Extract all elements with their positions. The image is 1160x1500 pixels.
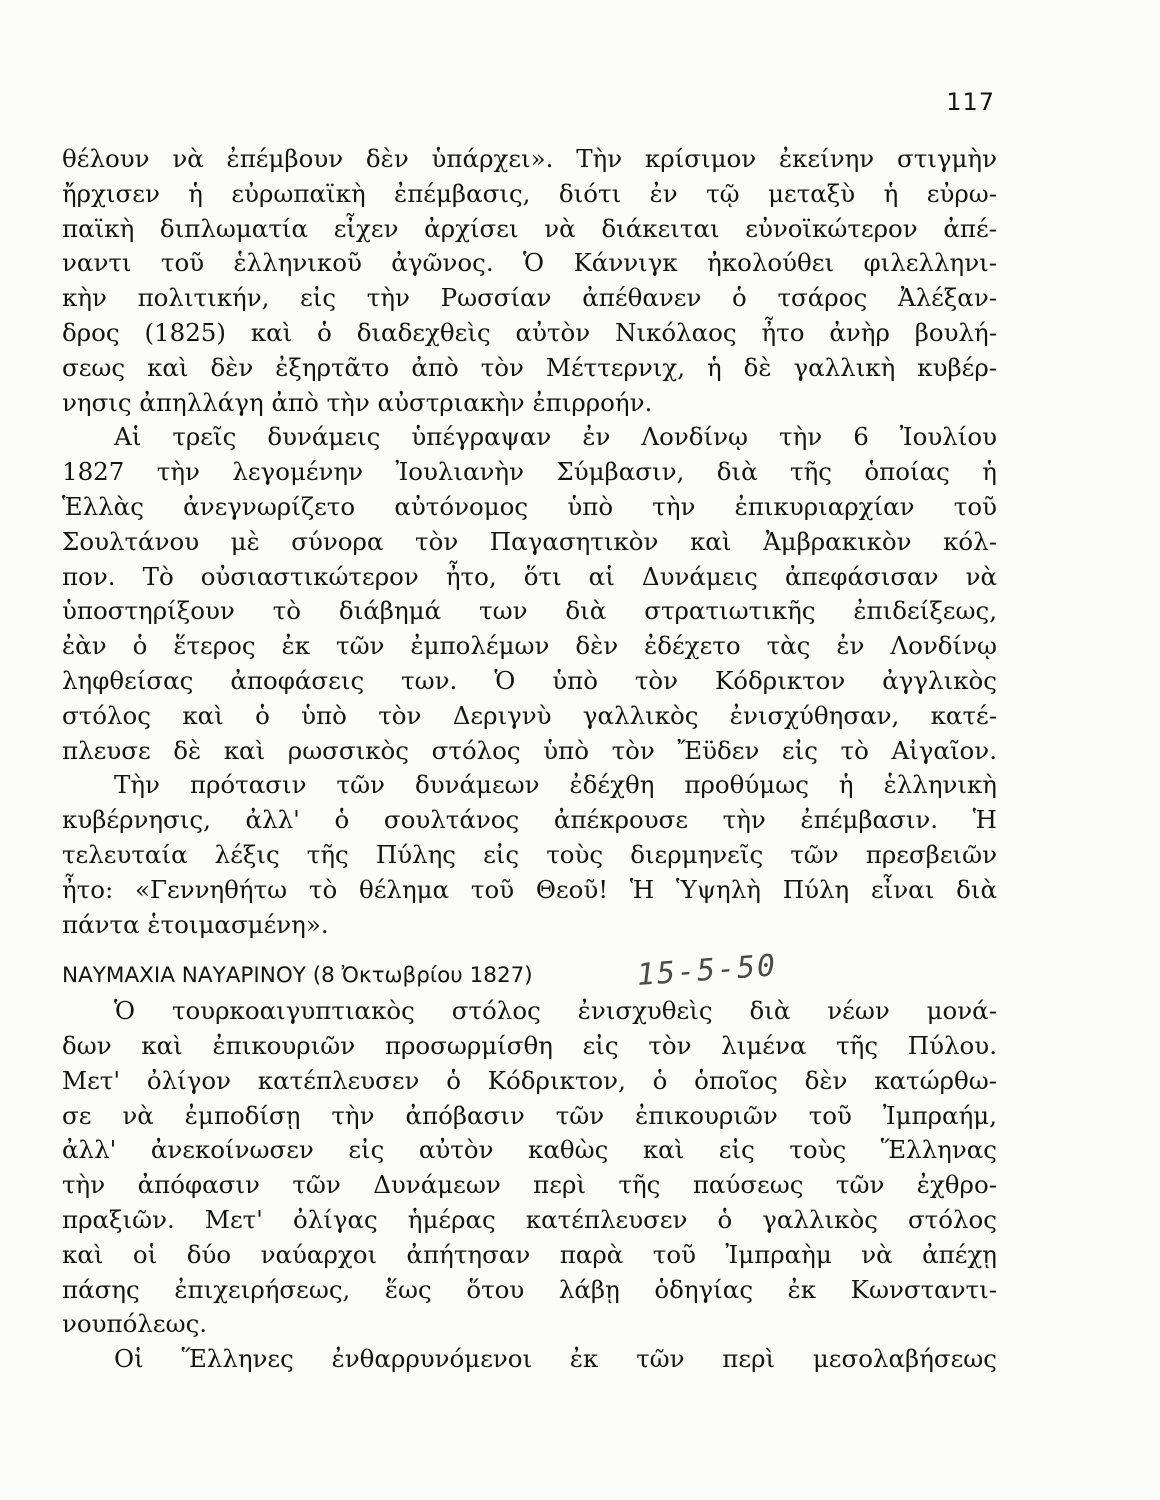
body-text (62, 142, 997, 1377)
text-line: κυβέρνησις, ἀλλ' ὁ σουλτάνος ἀπέκρουσε τὴν ἐπέμβασιν. Ἡ (62, 805, 997, 835)
text-line: σεως καὶ δὲν ἐξηρτᾶτο ἀπὸ τὸν Μέττερνιχ, ἡ δὲ γαλλικὴ κυβέρ- (62, 352, 997, 382)
text-line: Μετ' ὀλίγον κατέπλευσεν ὁ Κόδρικτον, ὁ ὁποῖος δὲν κατώρθω- (62, 1065, 997, 1095)
text-line: νησις ἀπηλλάγη ἀπὸ τὴν αὐστριακὴν ἐπιρροήν. (62, 387, 653, 417)
text-line: Αἱ τρεῖς δυνάμεις ὑπέγραψαν ἐν Λονδίνῳ τὴν 6 Ἰουλίου (114, 422, 997, 452)
text-line: τελευταία λέξις τῆς Πύλης εἰς τοὺς διερμηνεῖς τῶν πρεσβειῶν (62, 839, 997, 869)
text-line: νουπόλεως. (62, 1309, 208, 1339)
text-line: ὑποστηρίξουν τὸ διάβημά των διὰ στρατιωτικῆς ἐπιδείξεως, (62, 596, 997, 626)
text-line: τὴν ἀπόφασιν τῶν Δυνάμεων περὶ τῆς παύσεως τῶν ἐχθρο- (62, 1170, 997, 1200)
text-line: πραξιῶν. Μετ' ὀλίγας ἡμέρας κατέπλευσεν ὁ γαλλικὸς στόλος (62, 1204, 997, 1234)
text-line: ἀλλ' ἀνεκοίνωσεν εἰς αὐτὸν καθὼς καὶ εἰς τοὺς Ἕλληνας (62, 1135, 997, 1165)
text-line: θέλουν νὰ ἐπέμβουν δὲν ὑπάρχει». Τὴν κρίσιμον ἐκείνην στιγμὴν (62, 144, 997, 173)
text-line: πλευσε δὲ καὶ ρωσσικὸς στόλος ὑπὸ τὸν Ἔϋδεν εἰς τὸ Αἰγαῖον. (62, 735, 997, 765)
page-number: 117 (946, 88, 995, 116)
section-heading (62, 948, 997, 994)
text-line: ἤρχισεν ἡ εὐρωπαϊκὴ ἐπέμβασις, διότι ἐν τῷ μεταξὺ ἡ εὐρω- (62, 178, 997, 208)
text-line: δρος (1825) καὶ ὁ διαδεχθεὶς αὐτὸν Νικόλαος ἦτο ἀνὴρ βουλή- (62, 317, 997, 347)
text-line: κὴν πολιτικήν, εἰς τὴν Ρωσσίαν ἀπέθανεν ὁ τσάρος Ἀλέξαν- (62, 283, 997, 313)
text-line: ληφθείσας ἀποφάσεις των. Ὁ ὑπὸ τὸν Κόδρικτον ἀγγλικὸς (62, 665, 997, 695)
text-line: Σουλτάνου μὲ σύνορα τὸν Παγασητικὸν καὶ Ἀμβρακικὸν κόλ- (62, 526, 997, 556)
text-line: Ἑλλὰς ἀνεγνωρίζετο αὐτόνομος ὑπὸ τὴν ἐπικυριαρχίαν τοῦ (62, 491, 997, 521)
handwritten-note: 15-5-50 (635, 948, 779, 994)
text-line: πάσης ἐπιχειρήσεως, ἕως ὅτου λάβῃ ὁδηγίας ἐκ Κωνσταντι- (62, 1274, 997, 1304)
text-line: στόλος καὶ ὁ ὑπὸ τὸν Δεριγνὺ γαλλικὸς ἐνισχύθησαν, κατέ- (62, 700, 997, 730)
text-line: Ὁ τουρκοαιγυπτιακὸς στόλος ἐνισχυθεὶς διὰ νέων μονά- (114, 996, 997, 1026)
text-line: Τὴν πρότασιν τῶν δυνάμεων ἐδέχθη προθύμως ἡ ἑλληνικὴ (114, 770, 997, 800)
text-line: δων καὶ ἐπικουριῶν προσωρμίσθη εἰς τὸν λιμένα τῆς Πύλου. (62, 1030, 997, 1060)
text-line: σε νὰ ἐμποδίσῃ τὴν ἀπόβασιν τῶν ἐπικουριῶν τοῦ Ἰμπραήμ, (62, 1100, 997, 1130)
section-heading-text: ΝΑΥΜΑΧΙΑ ΝΑΥΑΡΙΝΟΥ (8 Ὀκτωβρίου 1827) (62, 963, 533, 989)
text-line: Οἱ Ἕλληνες ἐνθαρρυνόμενοι ἐκ τῶν περὶ μεσολαβήσεως (114, 1344, 997, 1374)
text-line: πάντα ἑτοιμασμένη». (62, 909, 329, 939)
text-line: ναντι τοῦ ἑλληνικοῦ ἀγῶνος. Ὁ Κάννιγκ ἠκολούθει φιλελληνι- (62, 248, 997, 278)
text-line: ἦτο: «Γεννηθήτω τὸ θέλημα τοῦ Θεοῦ! Ἡ Ὑψηλὴ Πύλη εἶναι διὰ (62, 874, 997, 904)
text-line: παϊκὴ διπλωματία εἶχεν ἀρχίσει νὰ διάκειται εὐνοϊκώτερον ἀπέ- (62, 213, 997, 243)
text-line: πον. Τὸ οὐσιαστικώτερον ἦτο, ὅτι αἱ Δυνάμεις ἀπεφάσισαν νὰ (62, 561, 997, 591)
text-line: ἐὰν ὁ ἕτερος ἐκ τῶν ἐμπολέμων δὲν ἐδέχετο τὰς ἐν Λονδίνῳ (62, 631, 997, 661)
text-line: 1827 τὴν λεγομένην Ἰουλιανὴν Σύμβασιν, διὰ τῆς ὁποίας ἡ (62, 457, 997, 487)
text-line: καὶ οἱ δύο ναύαρχοι ἀπήτησαν παρὰ τοῦ Ἰμπραὴμ νὰ ἀπέχῃ (62, 1239, 997, 1269)
